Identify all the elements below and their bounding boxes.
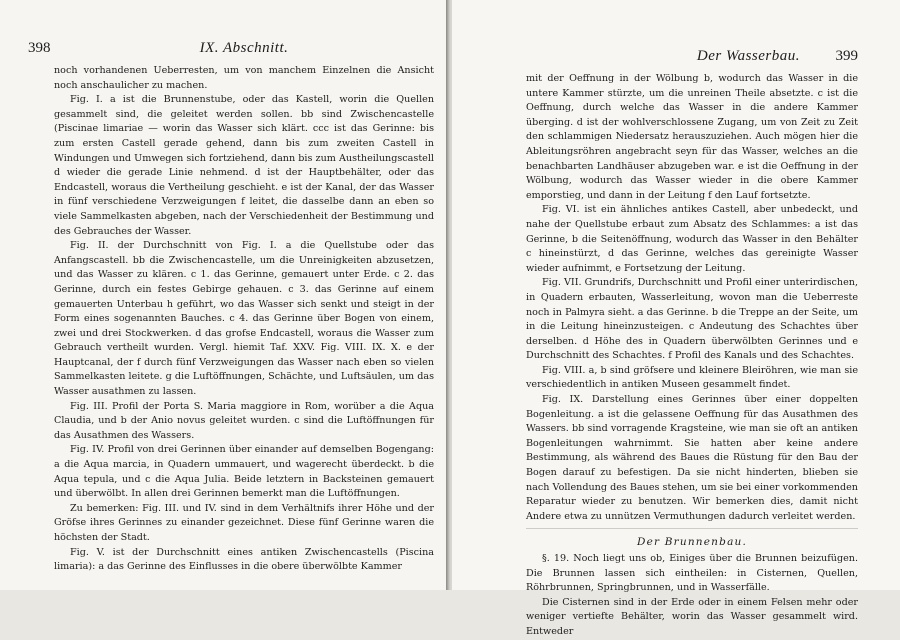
left-running-title: IX. Abschnitt. (199, 40, 289, 56)
left-page-body (54, 64, 434, 575)
paragraph: Die Cisternen sind in der Erde oder in einem Felsen mehr oder weniger vertiefte Behälter, worin das Wasser gesammelt wird. Entweder (526, 596, 858, 637)
paragraph: noch vorhandenen Ueberresten, um von manchem Einzelnen die Ansicht noch anschaulicher zu machen. (54, 65, 434, 91)
paragraph: mit der Oeffnung in der Wölbung b, wodurch das Wasser in die untere Kammer stürzte, um die unreinen Theile absetzte. c ist die Oeffnung, durch welche das Wasser in die andere Kammer überging. d ist der wohlverschlossene Zugang, um von Zeit zu Zeit den schlammigen Niedersatz herauszuziehen. Auch mögen hier die Ableitungsröhren angebracht seyn für das Wasser, welches an die benachbarten Landhäuser abzugeben war. e ist die Oeffnung in der Wölbung, wodurch das Wasser wieder in die obere Kammer emporstieg, und dann in der Leitung f den Lauf fortsetzte. (526, 73, 858, 201)
paragraph: Fig. IX. Darstellung eines Gerinnes über einer doppelten Bogenleitung. a ist die gelassene Oeffnung für das Ausathmen des Wassers. bb sind vorragende Kragsteine, wie man sie oft an antiken Bogenleitungen wahrnimmt. Sie hatten aber keine andere Bestimmung, als während des Baues die Rüstung für den Bau der Bogen darauf zu befestigen. Da sie nicht hinderten, blieben sie nach Vollendung des Baues stehen, um sie bei einer vorkommenden Reparatur wieder zu benutzen. Wir bemerken dies, damit nicht Andere etwa zu unnützen Vermuthungen dadurch verleitet werden. (526, 394, 858, 522)
left-page-number: 398 (28, 40, 51, 56)
section-heading: Der Brunnenbau. (636, 536, 748, 549)
right-page-header (526, 48, 858, 68)
left-page-header (28, 40, 434, 60)
left-page (0, 0, 448, 590)
paragraph: Fig. III. Profil der Porta S. Maria maggiore in Rom, worüber a die Aqua Claudia, und b der Anio novus geleitet wurden. c sind die Luftöffnungen für das Ausathmen des Wassers. (54, 400, 434, 441)
paragraph: Fig. VIII. a, b sind gröfsere und kleinere Bleiröhren, wie man sie verschiedentlich in antiken Museen gesammelt findet. (526, 364, 858, 391)
paragraph: §. 19. Noch liegt uns ob, Einiges über die Brunnen beizufügen. Die Brunnen lassen sich eintheilen: in Cisternen, Quellen, Röhrbrunnen, Springbrunnen, und in Wasserfälle. (526, 553, 858, 594)
right-page (452, 0, 900, 637)
paragraph: Fig. IV. Profil von drei Gerinnen über einander auf demselben Bogengang: a die Aqua marcia, in Quadern ummauert, und wagerecht überdeckt. b die Aqua tepula, und c die Aqua Julia. Beide letztern in Backsteinen gemauert und überwölbt. In allen drei Gerinnen bemerkt man die Luftöffnungen. (54, 444, 434, 500)
right-page-body (526, 72, 858, 640)
paragraph: Fig. VI. ist ein ähnliches antikes Castell, aber unbedeckt, und nahe der Quellstube erbaut zum Absatz des Schlammes: a ist das Gerinne, b die Seitenöffnung, wodurch das Wasser in den Behälter c hineinstürzt, d das Gerinne, welches das gereinigte Wasser wieder aufnimmt, e Fortsetzung der Leitung. (526, 204, 858, 274)
paragraph: Fig. V. ist der Durchschnitt eines antiken Zwischencastells (Piscina limaria): a das Gerinne des Einflusses in die obere überwölbte Kammer (54, 546, 434, 573)
paragraph: Zu bemerken: Fig. III. und IV. sind in dem Verhältnifs ihrer Höhe und der Gröfse ihres Gerinnes zu einander gezeichnet. Diese fünf Gerinne waren die höchsten der Stadt. (54, 502, 434, 543)
right-page-number: 399 (835, 48, 858, 64)
right-running-title: Der Wasserbau. (696, 48, 800, 64)
paragraph: Fig. II. der Durchschnitt von Fig. I. a die Quellstube oder das Anfangscastell. bb die Zwischencastelle, um die Unreinigkeiten abzusetzen, und das Wasser zu klären. c 1. das Gerinne, gemauert unter Erde. c 2. das Gerinne, durch ein festes Gebirge gehauen. c 3. das Gerinne auf einem gemauerten Unterbau h geführt, wo das Wasser sich senkt und steigt in der Form eines sogenannten Bauches. c 4. das Gerinne über Bogen von einem, zwei und drei Stockwerken. d das grofse Endcastell, woraus die Wasser zum Gebrauch vertheilt wurden. Vergl. hiemit Taf. XXV. Fig. VIII. IX. X. e der Hauptcanal, der f durch fünf Verzweigungen das Wasser nach eben so vielen Sammelkasten leitete. g die Luftöffnungen, Schächte, und Luftsäulen, um das Wasser ausathmen zu lassen. (54, 240, 434, 398)
section-divider (526, 528, 858, 529)
paragraph: Fig. VII. Grundrifs, Durchschnitt und Profil einer unterirdischen, in Quadern erbauten, Wasserleitung, wovon man die Ueberreste noch in Palmyra sieht. a das Gerinne. b die Treppe an der Seite, um in die Leitung hineinzusteigen. c Andeutung des Schachtes über derselben. d Höhe des in Quadern überwölbten Gerinnes und e Durchschnitt des Schachtes. f Profil des Kanals und des Schachtes. (526, 277, 858, 362)
paragraph: Fig. I. a ist die Brunnenstube, oder das Kastell, worin die Quellen gesammelt sind, die geleitet werden sollen. bb sind Zwischencastelle (Piscinae limariae — worin das Wasser sich klärt. ccc ist das Gerinne: bis zum ersten Castell gerade gehend, dann bis zum zweiten Castell in Windungen und Umwegen sich fortziehend, dann bis zum Austheilungscastell d wieder die gerade Linie nehmend. d ist der Hauptbehälter, oder das Endcastell, woraus die Vertheilung geschieht. e ist der Kanal, der das Wasser in fünf verschiedene Verzweigungen f leitet, die dasselbe dann an eben so viele Sammelkasten abgeben, nach der Verschiedenheit der Bestimmung und des Gebrauches der Wasser. (54, 94, 434, 237)
